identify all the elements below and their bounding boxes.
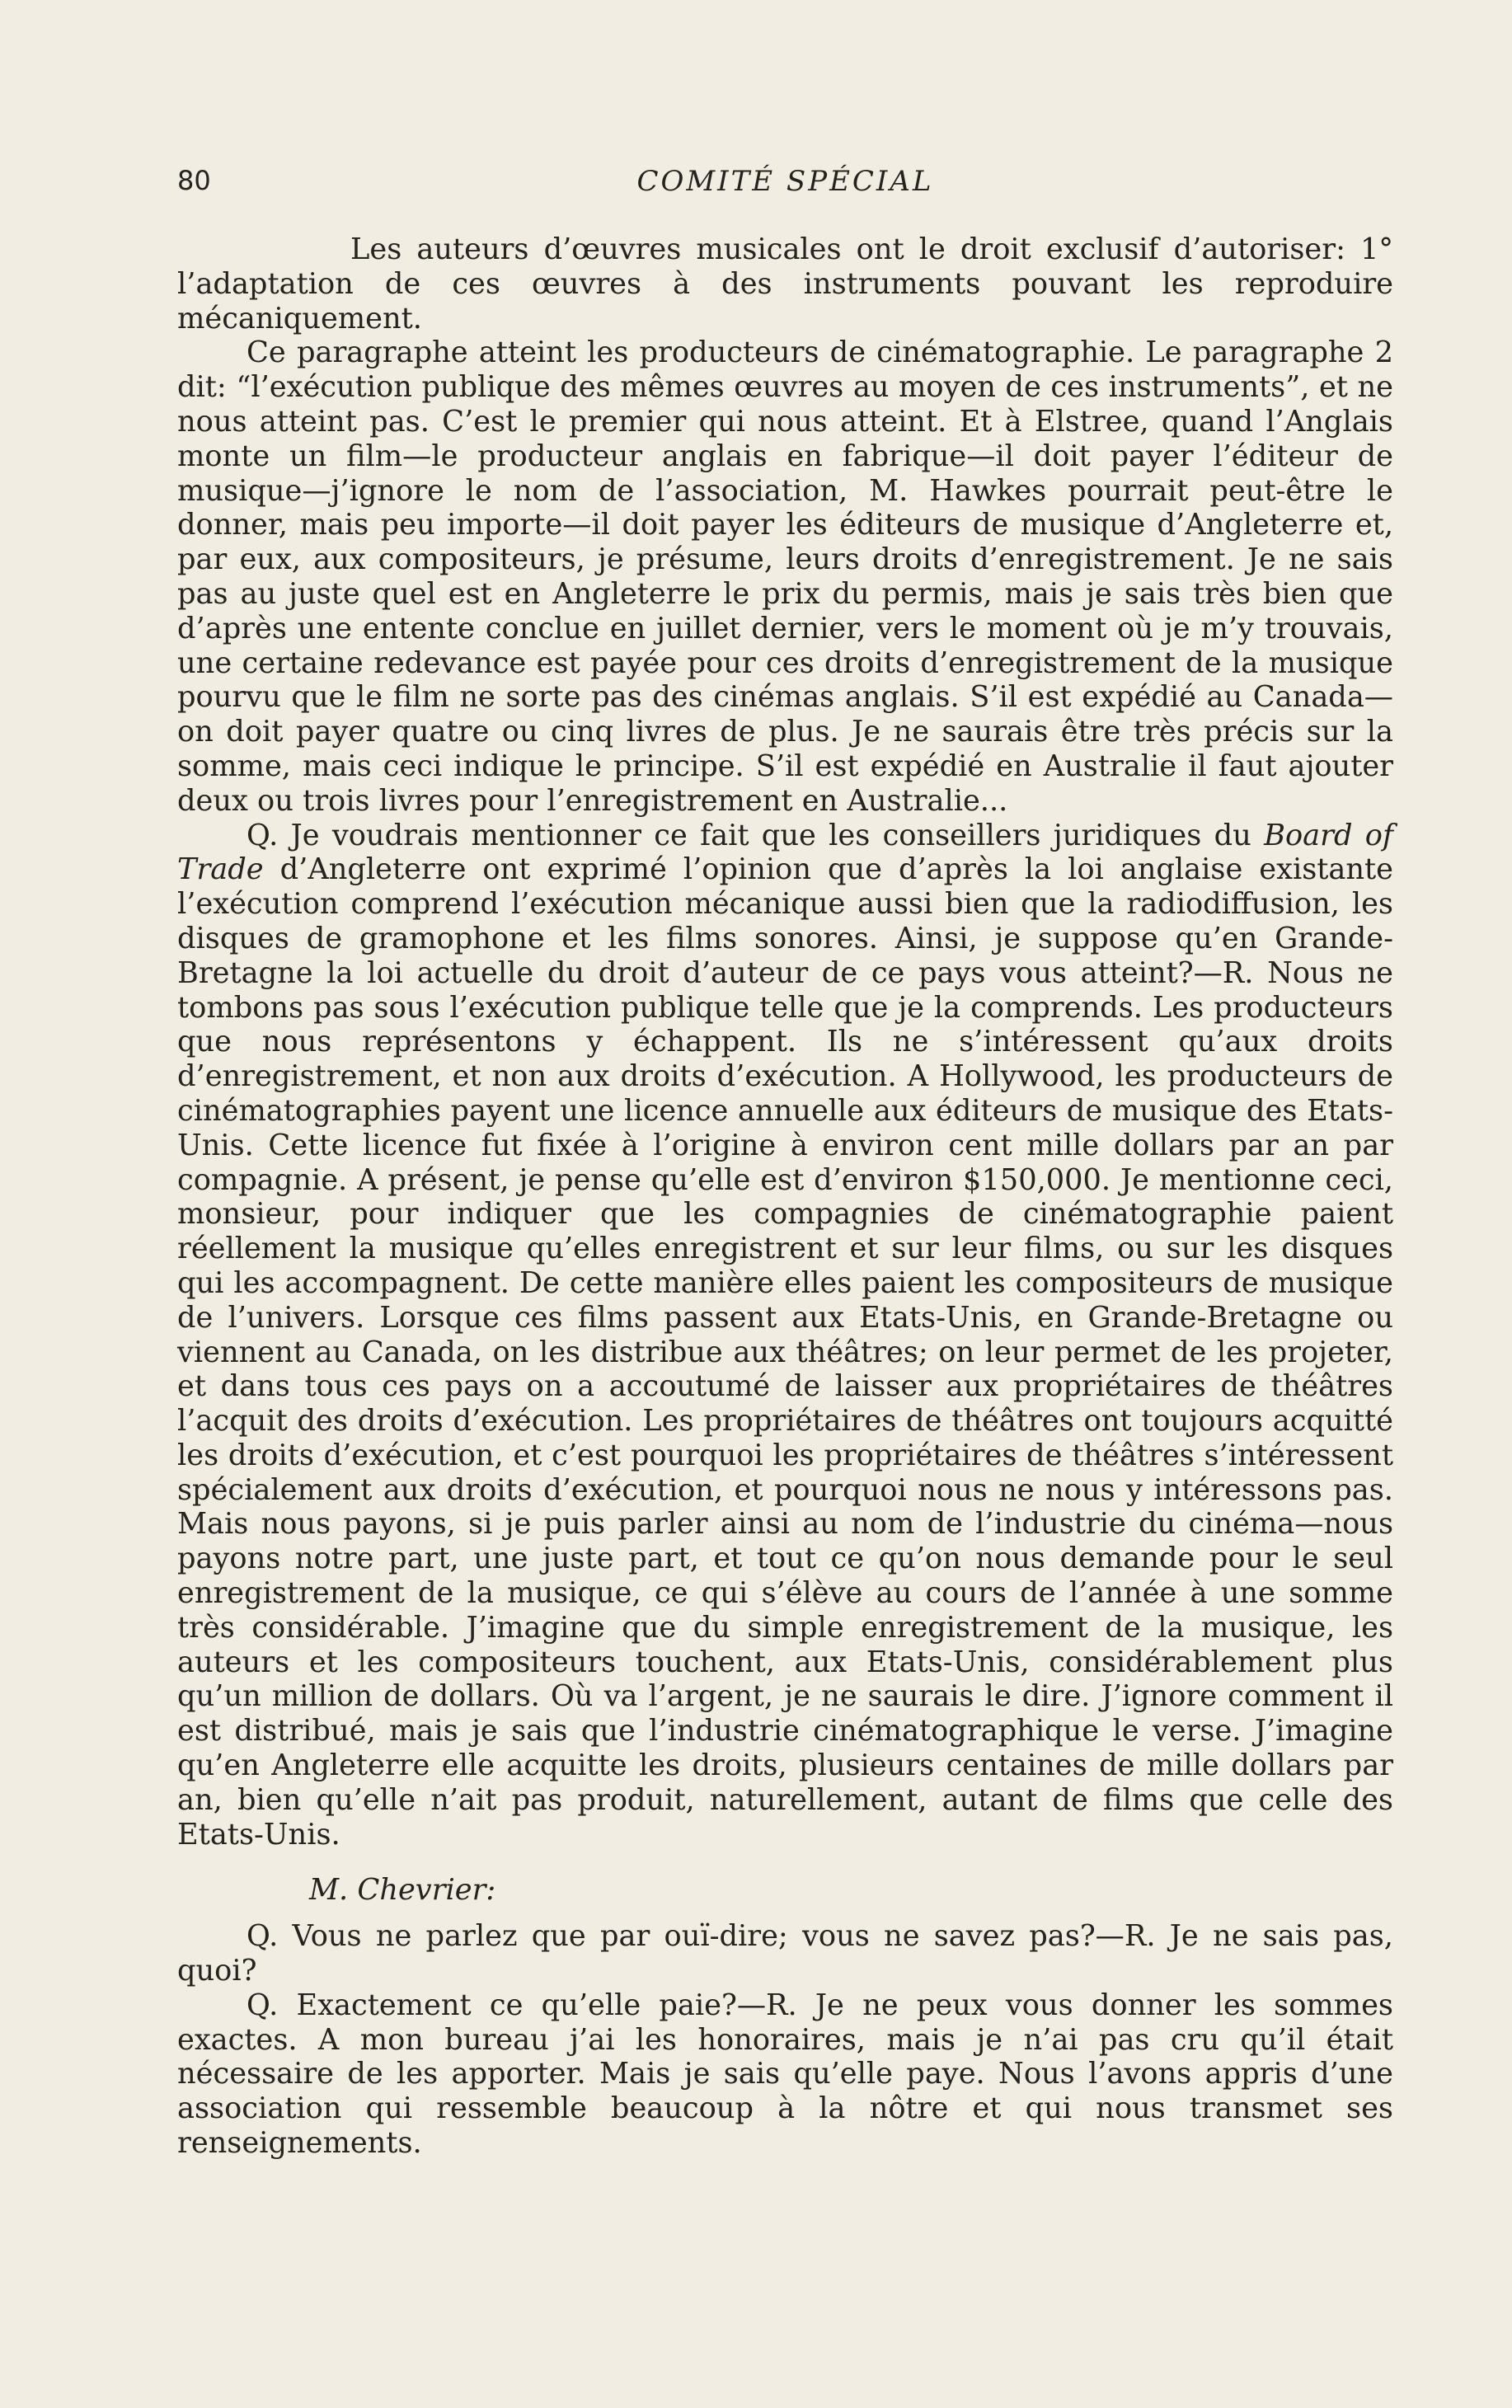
question-board-of-trade <box>177 819 1393 1852</box>
question-lead-text: Q. Je voudrais mentionner ce fait que les conseillers juridiques du <box>247 818 1251 852</box>
running-header <box>177 165 1393 206</box>
question-answer-text: d’Angleterre ont exprimé l’opinion que d’après la loi anglaise existante l’exécution comprend l’exécution mécanique aussi bien que la radiodiffusion, les disques de gramophone et les films sonores. Ainsi, je suppose qu’en Grande-Bretagne la loi actuelle du droit d’auteur de ce pays vous atteint?—R. Nous ne tombons pas sous l’exécution publique telle que je la comprends. Les producteurs que nous représentons y échappent. Ils ne s’intéressent qu’aux droits d’enregistrement, et non aux droits d’exécution. A Hollywood, les producteurs de cinématographies payent une licence annuelle aux éditeurs de musique des Etats-Unis. Cette licence fut fixée à l’origine à environ cent mille dollars par an par compagnie. A présent, je pense qu’elle est d’environ $150,000. Je mentionne ceci, monsieur, pour indiquer que les compagnies de cinématographie paient réellement la musique qu’elles enregistrent et sur leur films, ou sur les disques qui les accompagnent. De cette manière elles paient les compositeurs de musique de l’univers. Lorsque ces films passent aux Etats-Unis, en Grande-Bretagne ou viennent au Canada, on les distribue aux théâtres; on leur permet de les projeter, et dans tous ces pays on a accoutumé de laisser aux propriétaires de théâtres l’acquit des droits d’exécution. Les propriétaires de théâtres ont toujours acquitté les droits d’exécution, et c’est pourquoi les propriétaires de théâtres s’intéressent spécialement aux droits d’exécution, et pourquoi nous ne nous y intéressons pas. Mais nous payons, si je puis parler ainsi au nom de l’industrie du cinéma—nous payons notre part, une juste part, et tout ce qu’on nous demande pour le seul enregistrement de la musique, ce qui s’élève au cours de l’année à une somme très considérable. J’imagine que du simple enregistrement de la musique, les auteurs et les compositeurs touchent, aux Etats-Unis, considérablement plus qu’un million de dollars. Où va l’argent, je ne saurais le dire. J’ignore comment il est distribué, mais je sais que l’industrie cinématographique le verse. J’imagine qu’en Angleterre elle acquitte les droits, plusieurs centaines de mille dollars par an, bien qu’elle n’ait pas produit, naturellement, autant de films que celle des Etats-Unis. <box>177 852 1393 1852</box>
speaker-heading: M. Chevrier: <box>309 1873 496 1908</box>
page-header-title: COMITÉ SPÉCIAL <box>636 165 934 198</box>
body-text <box>177 232 1393 2161</box>
question-hearsay: Q. Vous ne parlez que par ouï-dire; vous ne savez pas?—R. Je ne sais pas, quoi? <box>177 1919 1393 1988</box>
body-paragraph-recording-rights: Ce paragraphe atteint les producteurs de cinématographie. Le paragraphe 2 dit: “l’exécution publique des mêmes œuvres au moyen de ces instruments”, et ne nous atteint pas. C’est le premier qui nous atteint. Et à Elstree, quand l’Anglais monte un film—le producteur anglais en fabrique—il doit payer l’éditeur de musique—j’ignore le nom de l’association, M. Hawkes pourrait peut-être le donner, mais peu importe—il doit payer les éditeurs de musique d’Angleterre et, par eux, aux compositeurs, je présume, leurs droits d’enregistrement. Je ne sais pas au juste quel est en Angleterre le prix du permis, mais je sais très bien que d’après une entente conclue en juillet dernier, vers le moment où je m’y trouvais, une certaine redevance est payée pour ces droits d’enregistrement de la musique pourvu que le film ne sorte pas des cinémas anglais. S’il est expédié au Canada—on doit payer quatre ou cinq livres de plus. Je ne saurais être très précis sur la somme, mais ceci indique le principe. S’il est expédié en Australie il faut ajouter deux ou trois livres pour l’enregistrement en Australie... <box>177 336 1393 818</box>
board-of-trade-italic: Board of Trade <box>177 818 1393 887</box>
page-number: 80 <box>177 165 211 196</box>
question-exact-amount: Q. Exactement ce qu’elle paie?—R. Je ne peux vous donner les sommes exactes. A mon bureau j’ai les honoraires, mais je n’ai pas cru qu’il était nécessaire de les apporter. Mais je sais qu’elle paye. Nous l’avons appris d’une association qui ressemble beaucoup à la nôtre et qui nous transmet ses renseignements. <box>177 1988 1393 2161</box>
quoted-law-paragraph: Les auteurs d’œuvres musicales ont le droit exclusif d’autoriser: 1° l’adaptation de ces œuvres à des instruments pouvant les reproduire mécaniquement. <box>177 232 1393 336</box>
